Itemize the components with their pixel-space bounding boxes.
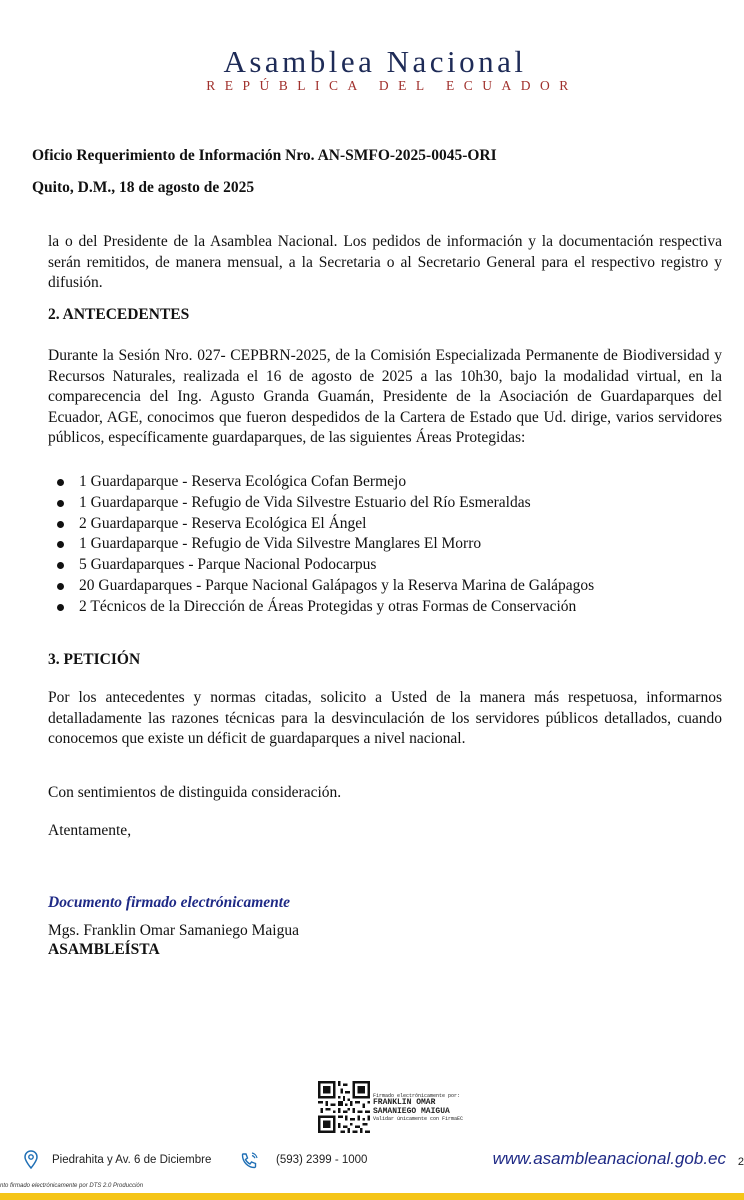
electronic-signature-note: Documento firmado electrónicamente: [48, 894, 290, 911]
stamp-name-line2: SAMANIEGO MAIGUA: [373, 1106, 450, 1116]
list-item-text: 1 Guardaparque - Refugio de Vida Silvestre Manglares El Morro: [79, 535, 482, 553]
list-item-text: 2 Técnicos de la Dirección de Áreas Protegidas y otras Formas de Conservación: [79, 597, 577, 615]
bullet-icon: [57, 562, 64, 569]
bullet-icon: [57, 500, 64, 507]
list-item-text: 1 Guardaparque - Reserva Ecológica Cofan Bermejo: [79, 473, 407, 490]
footer-accent-bar: [0, 1193, 744, 1200]
document-reference: Oficio Requerimiento de Información Nro. AN-SMFO-2025-0045-ORI: [32, 147, 497, 164]
bullet-icon: [57, 604, 64, 611]
peticion-paragraph: Por los antecedentes y normas citadas, solicito a Usted de la manera más respetuosa, informarnos detalladamente las razones técnicas para la desvinculación de los servidores públicos detallados, cuando conocemos que existe un déficit de guardaparques a nivel nacional.: [48, 689, 722, 747]
page-number: 2: [737, 1156, 744, 1168]
location-pin-icon: [24, 1150, 38, 1170]
list-item: [48, 493, 594, 514]
list-item: [48, 534, 594, 555]
footer-phone: (593) 2399 - 1000: [276, 1154, 368, 1166]
footer-website-link[interactable]: www.asambleanacional.gob.ec: [492, 1149, 726, 1168]
list-item: [48, 597, 594, 618]
qr-code-icon: [318, 1081, 370, 1133]
list-item: [48, 514, 594, 535]
phone-icon: [240, 1151, 260, 1169]
intro-paragraph: la o del Presidente de la Asamblea Nacional. Los pedidos de información y la documentación respectiva serán remitidos, de manera mensual, a la Secretaria o al Secretario General para el respectivo registro y difusión.: [48, 233, 722, 291]
place-and-date: Quito, D.M., 18 de agosto de 2025: [32, 179, 255, 196]
farewell-line: Atentamente,: [48, 822, 132, 839]
list-item: [48, 576, 594, 597]
page-footer: [0, 1146, 744, 1176]
closing-line: Con sentimientos de distinguida consideración.: [48, 784, 342, 801]
bullet-icon: [57, 521, 64, 528]
list-item-text: 1 Guardaparque - Refugio de Vida Silvestre Estuario del Río Esmeraldas: [79, 493, 531, 511]
electronic-signature-stamp: [318, 1081, 468, 1133]
stamp-validate-label: Validar únicamente con FirmaEC: [373, 1116, 464, 1122]
protected-areas-list: [48, 472, 594, 618]
letterhead: [0, 44, 744, 94]
list-item-text: 5 Guardaparques - Parque Nacional Podocarpus: [79, 556, 377, 574]
list-item-text: 20 Guardaparques - Parque Nacional Galápagos y la Reserva Marina de Galápagos: [79, 576, 595, 594]
signer-title: ASAMBLEÍSTA: [48, 941, 160, 958]
institution-subtitle: REPÚBLICA DEL ECUADOR: [206, 78, 578, 93]
bullet-icon: [57, 479, 64, 486]
institution-name: Asamblea Nacional: [223, 44, 527, 79]
list-item-text: 2 Guardaparque - Reserva Ecológica El Ángel: [79, 514, 367, 532]
antecedentes-paragraph: Durante la Sesión Nro. 027- CEPBRN-2025, de la Comisión Especializada Permanente de Biodiversidad y Recursos Naturales, realizada el 16 de agosto de 2025 a las 10h30, bajo la modalidad virtual, en la comparecencia del Ing. Agusto Granda Guamán, Presidente de la Asociación de Guardaparques del Ecuador, AGE, conocimos que fueron despedidos de la Cartera de Estado que Ud. dirige, varios servidores públicos, específicamente guardaparques, de las siguientes Áreas Protegidas:: [48, 347, 722, 446]
bullet-icon: [57, 541, 64, 548]
section-peticion-title: 3. PETICIÓN: [48, 651, 141, 668]
section-antecedentes-title: 2. ANTECEDENTES: [48, 306, 190, 323]
list-item: [48, 472, 594, 493]
list-item: [48, 555, 594, 576]
stamp-text: [373, 1093, 463, 1122]
signer-name: Mgs. Franklin Omar Samaniego Maigua: [48, 922, 299, 939]
footer-address: Piedrahita y Av. 6 de Diciembre: [52, 1154, 212, 1166]
bullet-icon: [57, 583, 64, 590]
stamp-signed-by-label: Firmado electrónicamente por:: [373, 1093, 461, 1099]
electronic-signature-footer-note: nto firmado electrónicamente por DTS 2.0 Producción: [0, 1183, 144, 1189]
stamp-name-line1: FRANKLIN OMAR: [373, 1098, 436, 1107]
